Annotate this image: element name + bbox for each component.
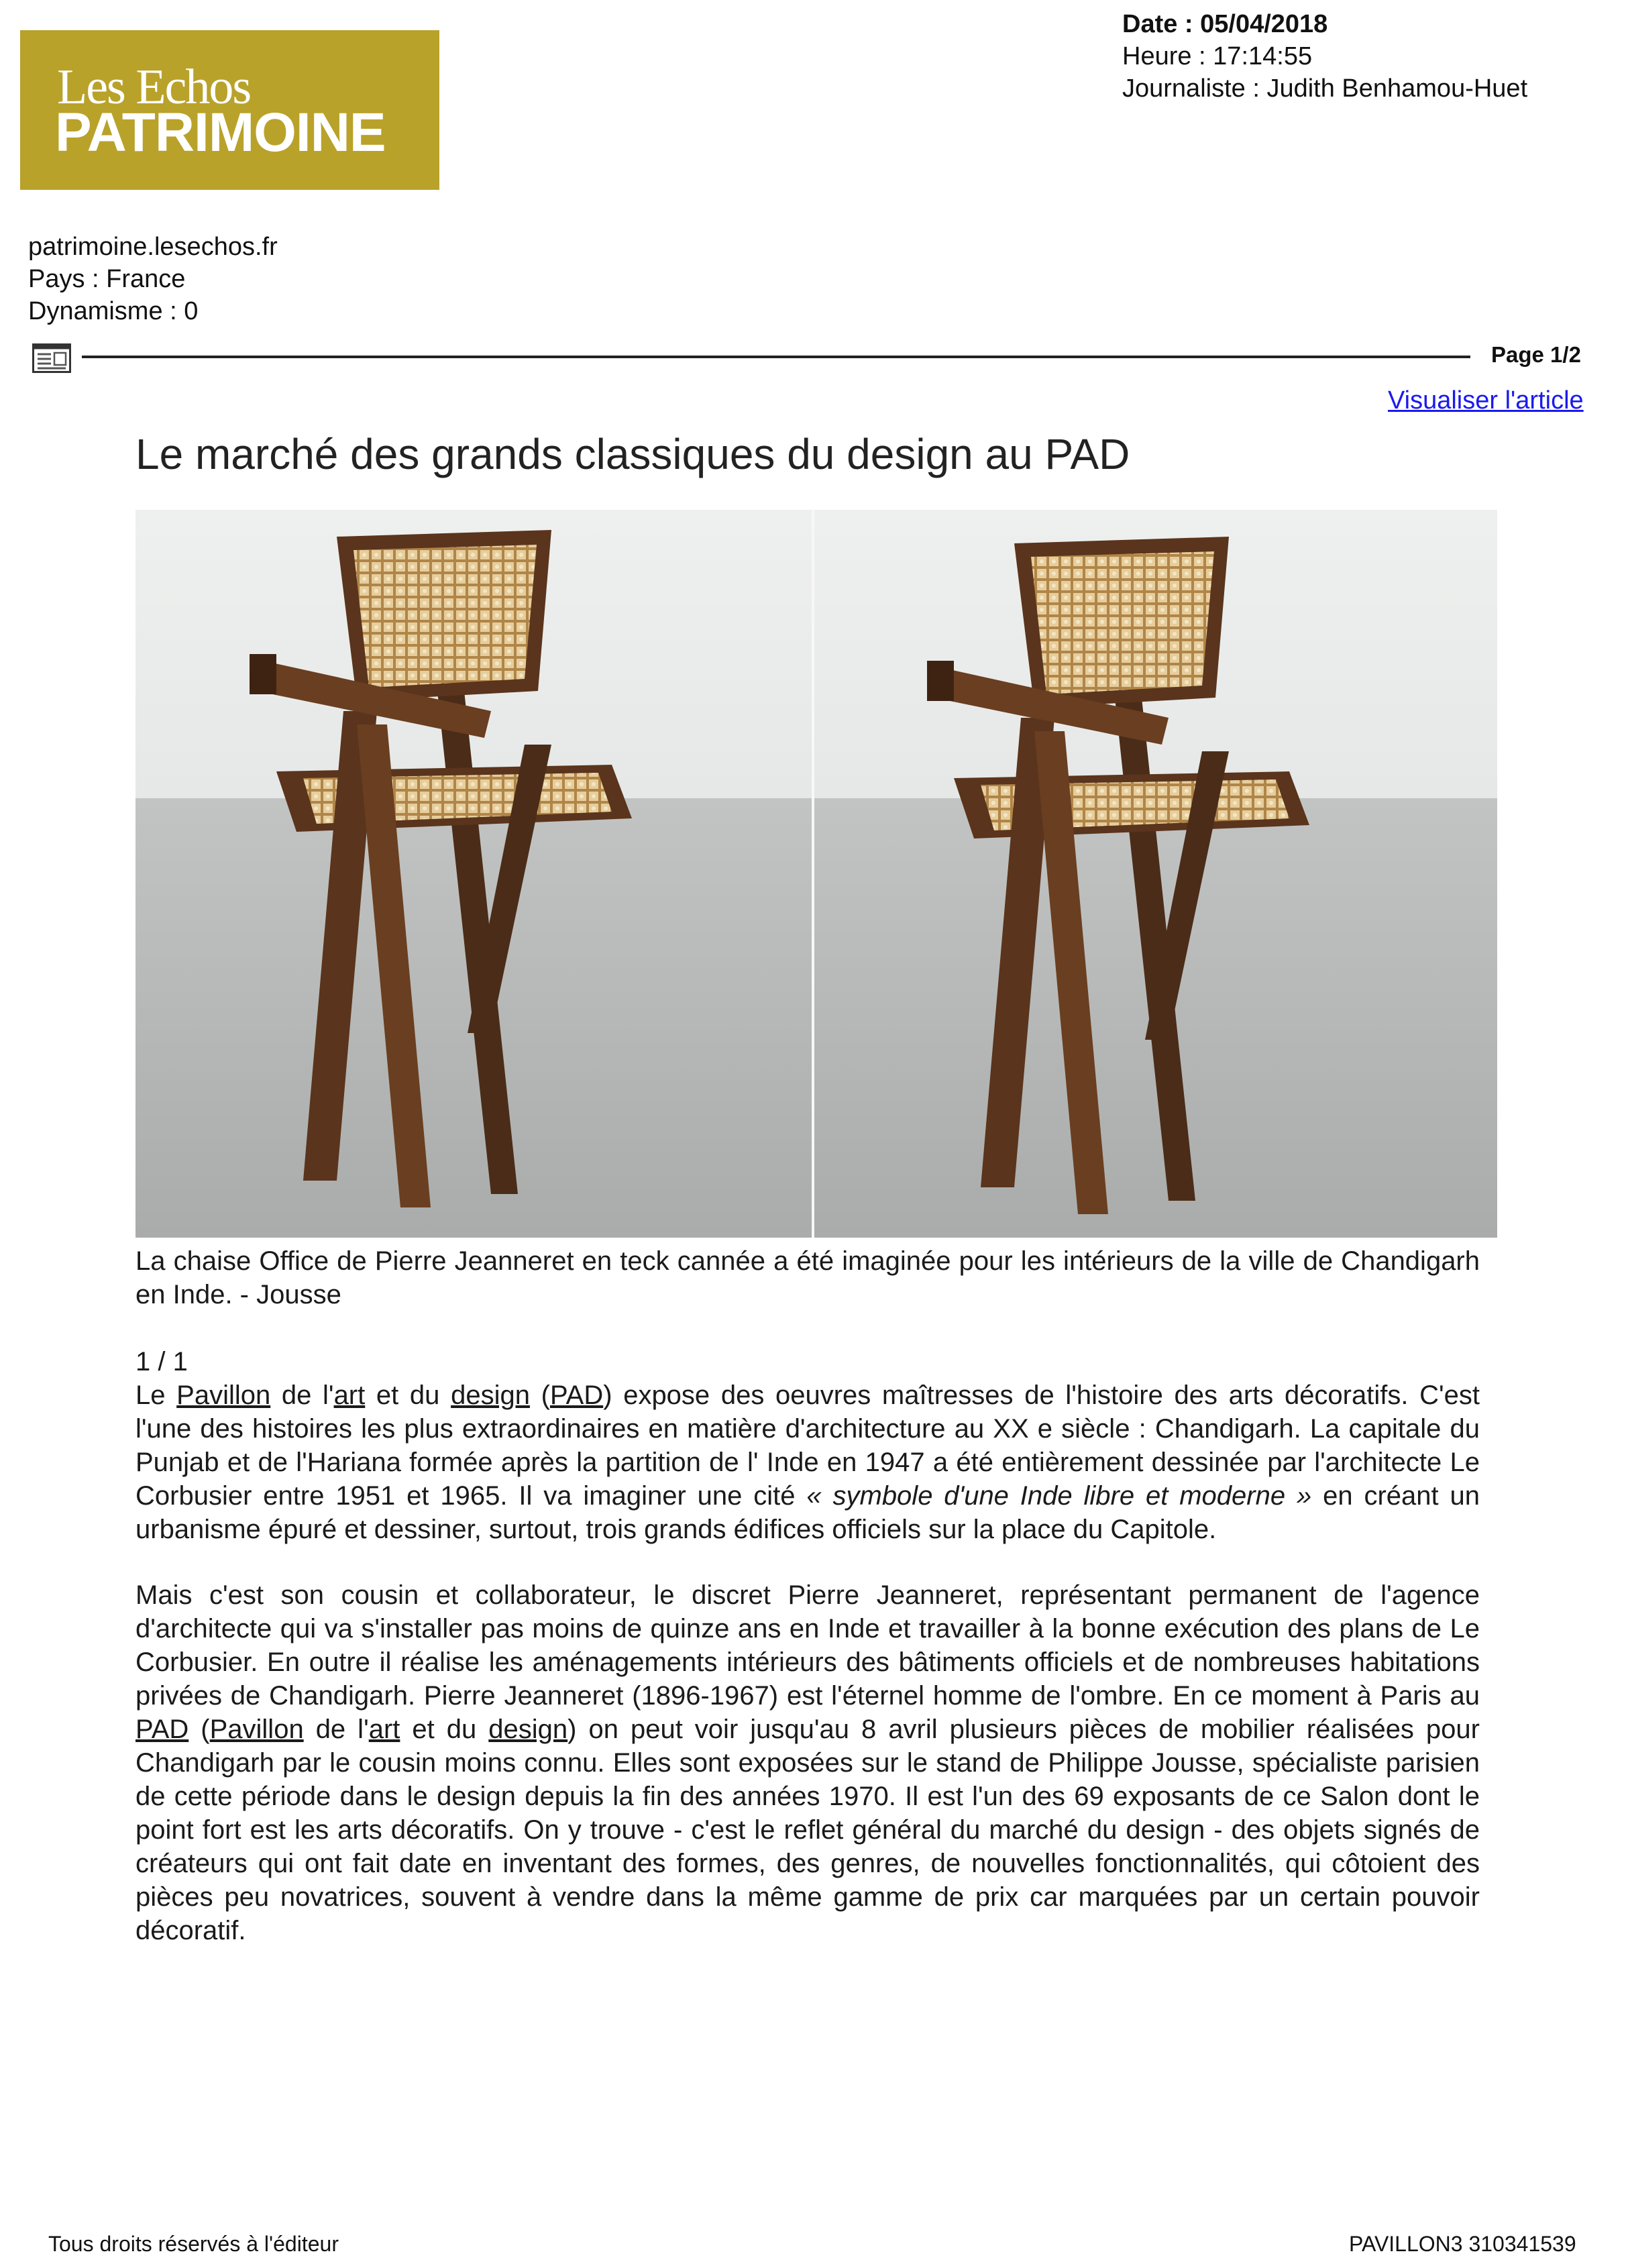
para1-text-4: ( [529, 1381, 550, 1410]
header-divider [82, 356, 1470, 358]
para1-quote: « symbole d'une Inde libre et moderne » [806, 1481, 1312, 1511]
logo-line-1: Les Echos [57, 60, 251, 115]
photo-caption: La chaise Office de Pierre Jeanneret en teck cannée a été imaginée pour les intérieurs de la ville de Chandigarh en Inde. - Jousse [135, 1246, 1480, 1309]
art-link[interactable]: art [333, 1381, 366, 1410]
article-paragraph-1 [135, 1379, 1480, 1546]
para1-text-6: en créant un urbanisme épuré et dessiner, surtout, trois grands édifices officiels sur la place du Capitole. [135, 1481, 1480, 1544]
art-link-2[interactable]: art [368, 1715, 400, 1744]
page-number: Page 1/2 [1491, 342, 1581, 367]
article-meta-right [1122, 8, 1527, 105]
para2-text-2: ( [188, 1715, 210, 1744]
article-paragraph-2 [135, 1578, 1480, 1947]
para1-text-1: Le [135, 1381, 177, 1410]
pad-link[interactable]: PAD [549, 1381, 604, 1410]
footer-rights: Tous droits réservés à l'éditeur [48, 2232, 339, 2256]
journalist-text: Journaliste : Judith Benhamou-Huet [1122, 74, 1528, 103]
para1-text-3: et du [365, 1381, 451, 1410]
article-meta-left [28, 231, 278, 327]
para2-text-1: Mais c'est son cousin et collaborateur, le discret Pierre Jeanneret, représentant permanent de l'agence d'architecte qui va s'installer pas moins de quinze ans en Inde et travailler à la bonne exécution des plans de Le Corbusier. En outre il réalise les aménagements intérieurs des bâtiments officiels et de nombreuses habitations privées de Chandigarh. Pierre Jeanneret (1896-1967) est l'éternel homme de l'ombre. En ce moment à Paris au [135, 1580, 1480, 1711]
site-text: patrimoine.lesechos.fr [28, 233, 278, 261]
article-photo [135, 510, 1497, 1238]
para1-text-5: ) expose des oeuvres maîtresses de l'histoire des arts décoratifs. C'est l'une des histoires les plus extraordinaires en matière d'architecture au XX e siècle : Chandigarh. La capitale du Punjab et de l'Hariana formée après la partition de l' Inde en 1947 a été entièrement dessinée par l'architecte Le Corbusier entre 1951 et 1965. Il va imaginer une cité [135, 1381, 1480, 1511]
time-text: Heure : 17:14:55 [1122, 42, 1313, 70]
para2-text-4: et du [400, 1715, 489, 1744]
image-counter: 1 / 1 [135, 1347, 188, 1376]
country-text: Pays : France [28, 265, 186, 293]
pavillon-link-2[interactable]: Pavillon [209, 1715, 304, 1744]
date-text: Date : 05/04/2018 [1122, 10, 1328, 38]
logo-line-2: PATRIMOINE [55, 102, 386, 163]
para1-text-2: de l' [270, 1381, 334, 1410]
footer-reference: PAVILLON3 310341539 [1349, 2232, 1576, 2256]
article-title: Le marché des grands classiques du design au PAD [135, 430, 1130, 478]
view-article-link[interactable]: Visualiser l'article [1388, 386, 1584, 415]
publication-logo [20, 30, 439, 190]
dynamism-text: Dynamisme : 0 [28, 297, 199, 325]
design-link[interactable]: design [451, 1381, 530, 1410]
para2-text-3: de l' [303, 1715, 369, 1744]
pavillon-link[interactable]: Pavillon [176, 1381, 271, 1410]
document-icon [32, 343, 71, 373]
pad-link-2[interactable]: PAD [135, 1715, 189, 1744]
design-link-2[interactable]: design [488, 1715, 568, 1744]
para2-text-5: ) on peut voir jusqu'au 8 avril plusieurs pièces de mobilier réalisées pour Chandigarh par le cousin moins connu. Elles sont exposées sur le stand de Philippe Jousse, spécialiste parisien de cette période dans le design depuis la fin des années 1970. Il est l'un des 69 exposants de ce Salon dont le point fort est les arts décoratifs. On y trouve - c'est le reflet général du marché du design - des objets signés de créateurs qui ont fait date en inventant des formes, des genres, de nouvelles fonctionnalités, qui côtoient des pièces peu novatrices, souvent à vendre dans la même gamme de prix car marquées par un certain pouvoir décoratif. [135, 1715, 1480, 1945]
